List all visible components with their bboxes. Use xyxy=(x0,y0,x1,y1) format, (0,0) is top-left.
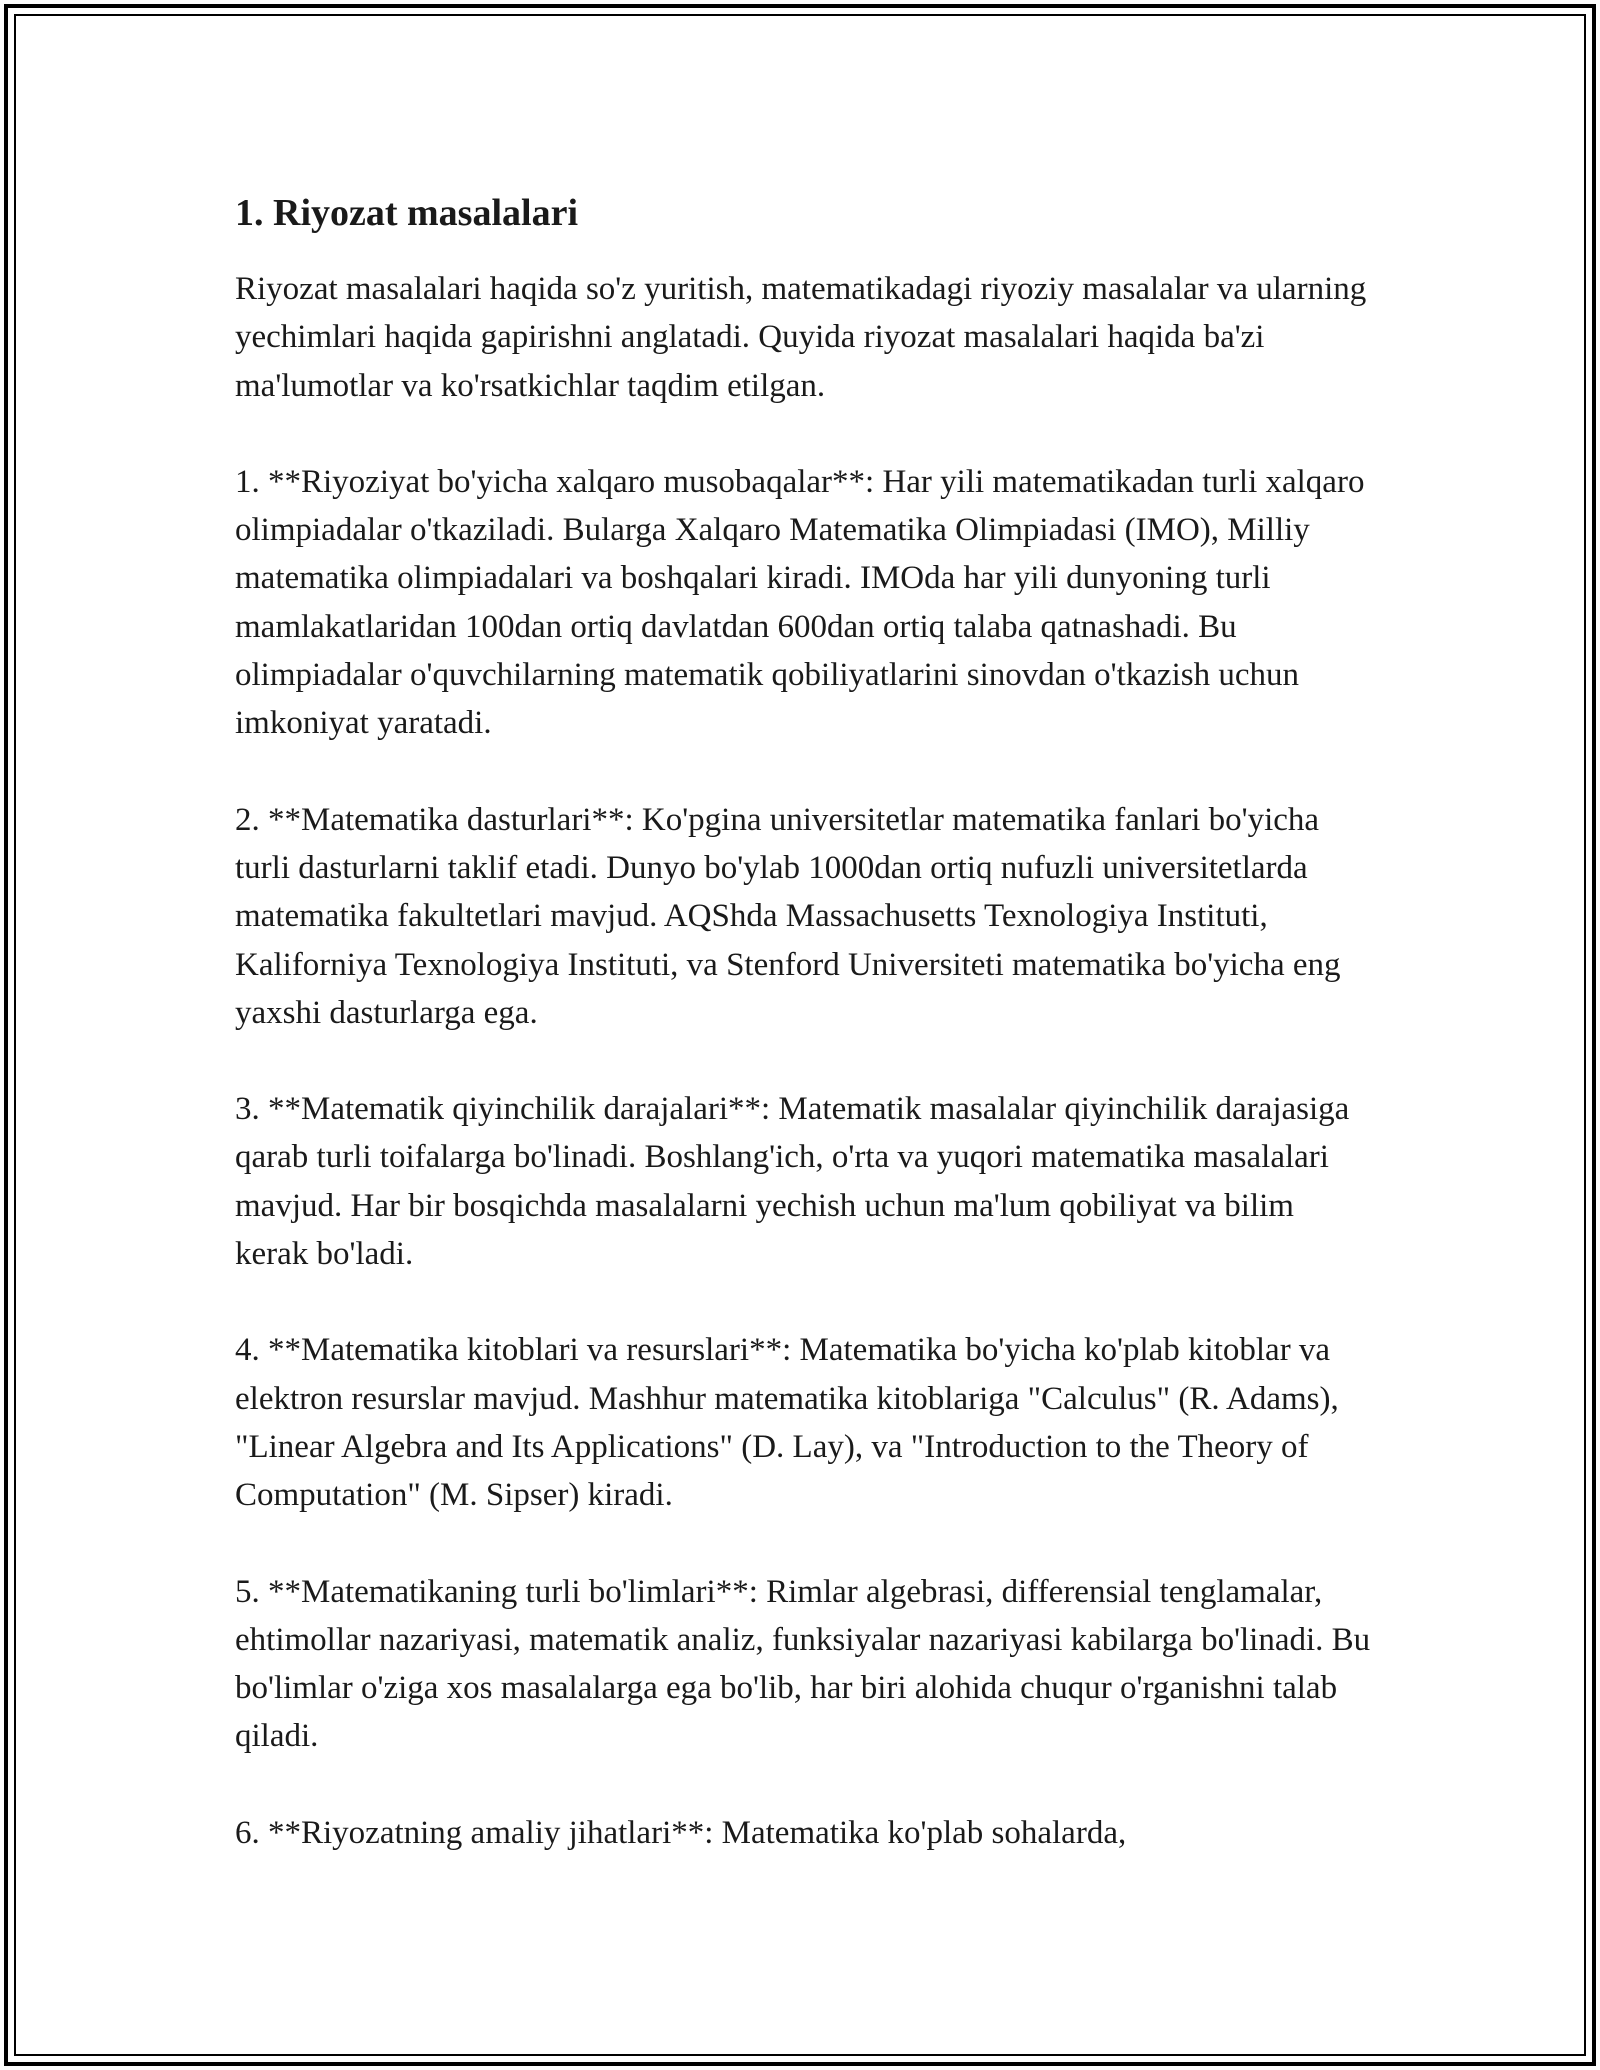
paragraph-item-4: 4. **Matematika kitoblari va resurslari**: Matematika bo'yicha ko'plab kitoblar va elektron resurslar mavjud. Mashhur matematika kitoblariga "Calculus" (R. Adams), "Linear Algebra and Its Applications" (D. Lay), va "Introduction to the Theory of Computation" (M. Sipser) kiradi. xyxy=(235,1332,1339,1514)
document-title: 1. Riyozat masalalari xyxy=(235,192,579,234)
document-page xyxy=(235,185,1375,1905)
paragraph-item-1: 1. **Riyoziyat bo'yicha xalqaro musobaqalar**: Har yili matematikadan turli xalqaro olimpiadalar o'tkaziladi. Bularga Xalqaro Matematika Olimpiadasi (IMO), Milliy matematika olimpiadalari va boshqalari kiradi. IMOda har yili dunyoning turli mamlakatlaridan 100dan ortiq davlatdan 600dan ortiq talaba qatnashadi. Bu olimpiadalar o'quvchilarning matematik qobiliyatlarini sinovdan o'tkazish uchun imkoniyat yaratadi. xyxy=(235,463,1365,742)
paragraph-item-5: 5. **Matematikaning turli bo'limlari**: Rimlar algebrasi, differensial tenglamalar, ehtimollar nazariyasi, matematik analiz, funksiyalar nazariyasi kabilarga bo'linadi. Bu bo'limlar o'ziga xos masalalarga ega bo'lib, har biri alohida chuqur o'rganishni talab qiladi. xyxy=(235,1573,1371,1755)
intro-paragraph: Riyozat masalalari haqida so'z yuritish, matematikadagi riyoziy masalalar va ularning yechimlari haqida gapirishni anglatadi. Quyida riyozat masalalari haqida ba'zi ma'lumotlar va ko'rsatkichlar taqdim etilgan. xyxy=(235,271,1367,404)
paragraph-item-3: 3. **Matematik qiyinchilik darajalari**: Matematik masalalar qiyinchilik darajasiga qarab turli toifalarga bo'linadi. Boshlang'ich, o'rta va yuqori matematika masalalari mavjud. Har bir bosqichda masalalarni yechish uchun ma'lum qobiliyat va bilim kerak bo'ladi. xyxy=(235,1091,1350,1273)
paragraph-item-2: 2. **Matematika dasturlari**: Ko'pgina universitetlar matematika fanlari bo'yicha turli dasturlarni taklif etadi. Dunyo bo'ylab 1000dan ortiq nufuzli universitetlarda matematika fakultetlari mavjud. AQShda Massachusetts Texnologiya Instituti, Kaliforniya Texnologiya Instituti, va Stenford Universiteti matematika bo'yicha eng yaxshi dasturlarga ega. xyxy=(235,801,1341,1031)
paragraph-item-6: 6. **Riyozatning amaliy jihatlari**: Matematika ko'plab sohalarda, xyxy=(235,1814,1127,1851)
